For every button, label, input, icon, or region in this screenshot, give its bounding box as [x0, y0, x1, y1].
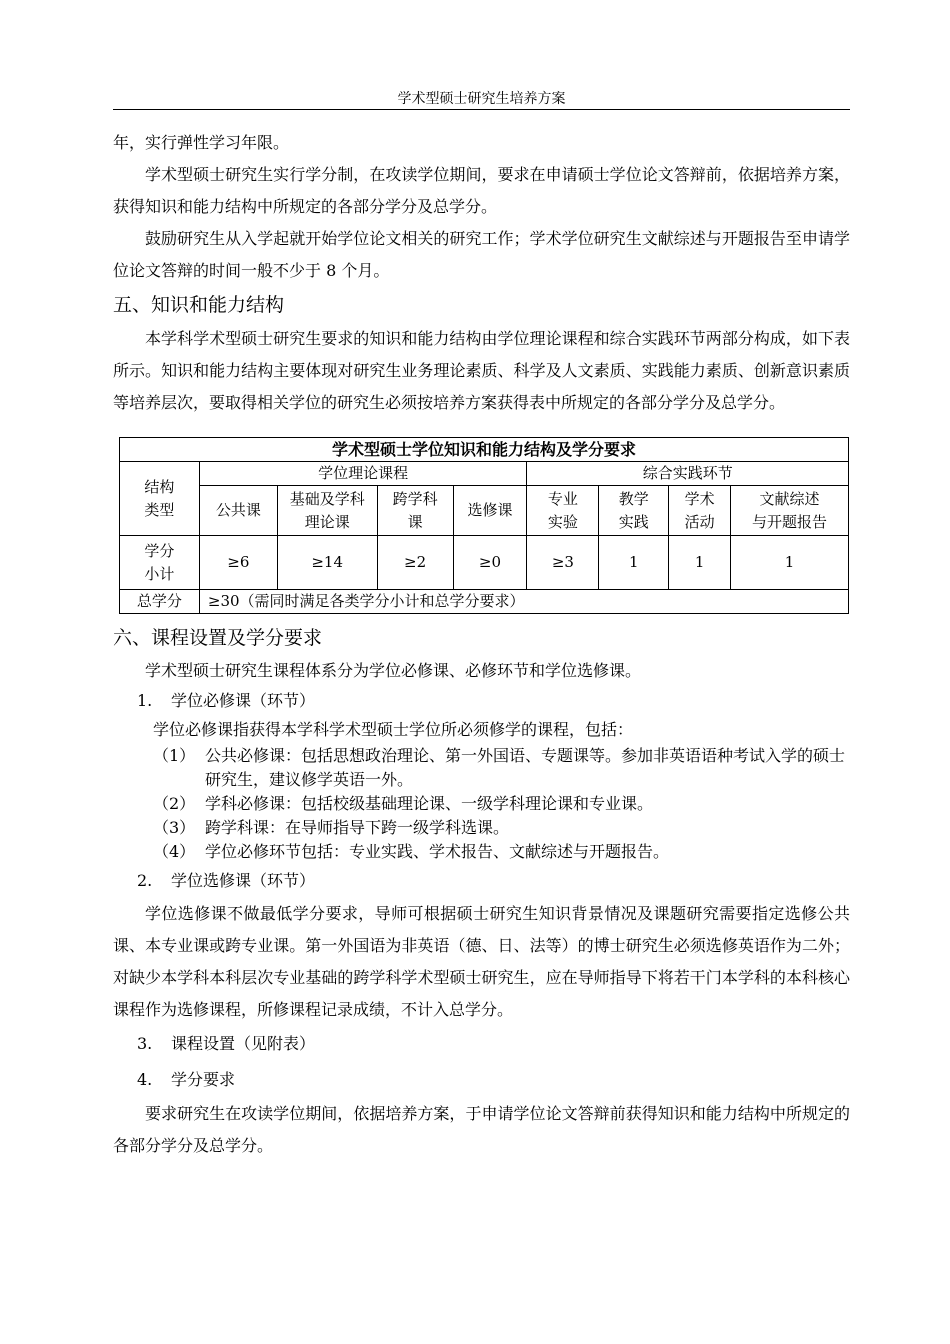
- col-acad-header: [669, 486, 731, 536]
- col-teach-line2: 实践: [618, 512, 649, 531]
- item-2-number: 2.: [137, 871, 153, 890]
- group-practice-header: 综合实践环节: [527, 462, 849, 486]
- item-3-title-text: 课程设置（见附表）: [171, 1034, 316, 1053]
- list-text: 学位必修环节包括：专业实践、学术报告、文献综述与开题报告。: [205, 842, 670, 861]
- value-acad: 1: [669, 536, 731, 590]
- intro-paragraph-1: 年，实行弹性学习年限。: [113, 133, 290, 152]
- value-basic: ≥14: [277, 536, 377, 590]
- item-1-title-text: 学位必修课（环节）: [171, 691, 316, 710]
- intro-paragraph-3: 鼓励研究生从入学起就开始学位论文相关的研究工作；学术学位研究生文献综述与开题报告至申请学位论文答辩的时间一般不少于 8 个月。: [113, 229, 850, 280]
- list-text: 跨学科课：在导师指导下跨一级学科选课。: [205, 818, 510, 837]
- item-4-title-text: 学分要求: [171, 1070, 236, 1089]
- item-4-paragraph: 要求研究生在攻读学位期间，依据培养方案，于申请学位论文答辩前获得知识和能力结构中所规定的各部分学分及总学分。: [113, 1104, 850, 1155]
- list-text: 公共必修课：包括思想政治理论、第一外国语、专题课等。参加非英语语种考试入学的硕士研究生，建议修学英语一外。: [205, 746, 846, 789]
- item-4-number: 4.: [137, 1070, 153, 1089]
- col-major-line1: 专业: [547, 489, 578, 508]
- value-elective: ≥0: [453, 536, 527, 590]
- list-marker: （1）: [153, 746, 196, 765]
- col-major-header: [527, 486, 599, 536]
- item-1-title: [113, 686, 850, 716]
- section-5-heading: 五、知识和能力结构: [113, 294, 285, 316]
- col-lit-header: [731, 486, 849, 536]
- value-lit: 1: [731, 536, 849, 590]
- list-marker: （3）: [153, 818, 196, 837]
- total-label: 总学分: [120, 590, 200, 614]
- section-6-paragraph: 学术型硕士研究生课程体系分为学位必修课、必修环节和学位选修课。: [145, 661, 642, 680]
- table-row: [120, 590, 849, 614]
- col-basic-line1: 基础及学科: [289, 489, 365, 508]
- subtotal-label-line2: 小计: [144, 564, 175, 583]
- table-caption: 学术型硕士学位知识和能力结构及学分要求: [120, 438, 849, 462]
- list-item: [153, 744, 850, 792]
- item-3-number: 3.: [137, 1034, 153, 1053]
- structure-type-header: [120, 462, 200, 536]
- col-major-line2: 实验: [547, 512, 578, 531]
- list-text: 学科必修课：包括校级基础理论课、一级学科理论课和专业课。: [205, 794, 654, 813]
- item-3-title: [113, 1026, 850, 1062]
- group-theory-header: 学位理论课程: [199, 462, 527, 486]
- item-1-intro: 学位必修课指获得本学科学术型硕士学位所必须修学的课程，包括：: [153, 720, 634, 739]
- value-teach: 1: [599, 536, 669, 590]
- col-elective-header: 选修课: [453, 486, 527, 536]
- document-body: [113, 127, 850, 1162]
- col-public-header: 公共课: [199, 486, 277, 536]
- item-2-title: [113, 864, 850, 898]
- section-6-heading: 六、课程设置及学分要求: [113, 627, 323, 649]
- col-basic-header: [277, 486, 377, 536]
- value-public: ≥6: [199, 536, 277, 590]
- col-lit-line2: 与开题报告: [752, 512, 828, 531]
- col-cross-line2: 课: [407, 512, 423, 531]
- structure-label-line2: 类型: [144, 500, 175, 519]
- header-rule: [113, 109, 850, 110]
- subtotal-label: [120, 536, 200, 590]
- list-item: [153, 840, 850, 864]
- col-lit-line1: 文献综述: [759, 489, 820, 508]
- list-item: [153, 816, 850, 840]
- item-4-title: [113, 1062, 850, 1098]
- col-teach-line1: 教学: [618, 489, 649, 508]
- section-5-paragraph: 本学科学术型硕士研究生要求的知识和能力结构由学位理论课程和综合实践环节两部分构成，如下表所示。知识和能力结构主要体现对研究生业务理论素质、科学及人文素质、实践能力素质、创新意识素质等培养层次，要取得相关学位的研究生必须按培养方案获得表中所规定的各部分学分及总学分。: [113, 329, 850, 412]
- list-marker: （4）: [153, 842, 196, 861]
- intro-paragraph-2: 学术型硕士研究生实行学分制，在攻读学位期间，要求在申请硕士学位论文答辩前，依据培养方案，获得知识和能力结构中所规定的各部分学分及总学分。: [113, 165, 850, 216]
- item-2-paragraph: 学位选修课不做最低学分要求，导师可根据硕士研究生知识背景情况及课题研究需要指定选修公共课、本专业课或跨专业课。第一外国语为非英语（德、日、法等）的博士研究生必须选修英语作为二外；对缺少本学科本科层次专业基础的跨学科学术型硕士研究生，应在导师指导下将若干门本学科的本科核心课程作为选修课程，所修课程记录成绩，不计入总学分。: [113, 904, 850, 1019]
- value-cross: ≥2: [377, 536, 453, 590]
- table-row: [120, 536, 849, 590]
- item-1-sublist: [113, 744, 850, 864]
- item-2-title-text: 学位选修课（环节）: [171, 871, 316, 890]
- col-cross-line1: 跨学科: [392, 489, 438, 508]
- col-teach-header: [599, 486, 669, 536]
- spacer: [113, 419, 850, 437]
- list-item: [153, 792, 850, 816]
- credit-requirements-table: [119, 437, 849, 614]
- col-cross-header: [377, 486, 453, 536]
- total-value: ≥30（需同时满足各类学分小计和总学分要求）: [199, 590, 848, 614]
- list-marker: （2）: [153, 794, 196, 813]
- col-acad-line1: 学术: [684, 489, 715, 508]
- item-1-number: 1.: [137, 691, 153, 710]
- col-acad-line2: 活动: [684, 512, 715, 531]
- page-header: 学术型硕士研究生培养方案: [397, 91, 566, 107]
- value-major: ≥3: [527, 536, 599, 590]
- col-basic-line2: 理论课: [304, 512, 350, 531]
- structure-label-line1: 结构: [144, 477, 175, 496]
- subtotal-label-line1: 学分: [144, 541, 175, 560]
